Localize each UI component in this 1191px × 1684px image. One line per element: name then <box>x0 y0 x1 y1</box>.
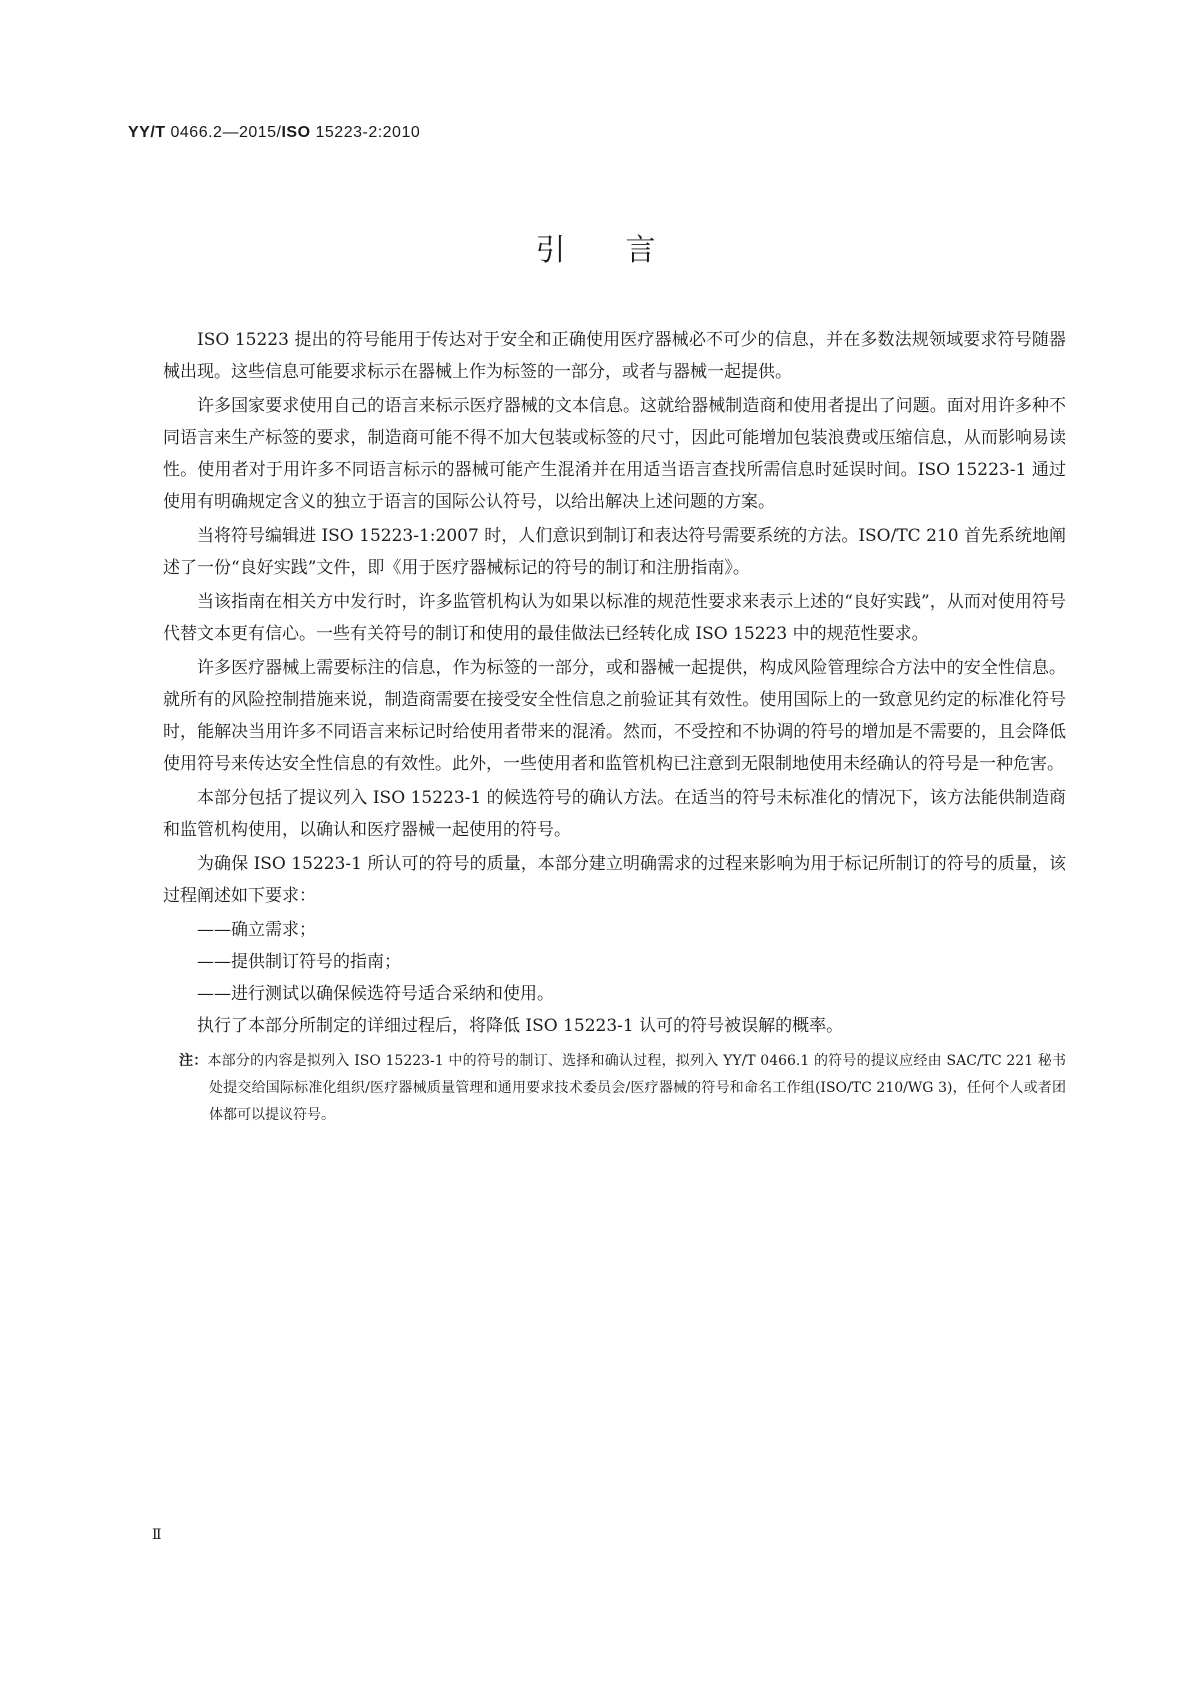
note-label: 注： <box>179 1053 208 1069</box>
list-item-1: ——确立需求； <box>197 920 316 940</box>
paragraph-3: 当将符号编辑进 ISO 15223-1:2007 时，人们意识到制订和表达符号需要系统的方法。ISO/TC 210 首先系统地阐述了一份“良好实践”文件，即《用于医疗器械标记的符号的制订和注册指南》。 <box>163 526 1066 578</box>
note-text: 本部分的内容是拟列入 ISO 15223-1 中的符号的制订、选择和确认过程，拟列入 YY/T 0466.1 的符号的提议应经由 SAC/TC 221 秘书处提交给国际标准化组织/医疗器械质量管理和通用要求技术委员会/医疗器械的符号和命名工作组(ISO/TC 210/WG 3)，任何个人或者团体都可以提议符号。 <box>207 1053 1067 1123</box>
paragraph-1: ISO 15223 提出的符号能用于传达对于安全和正确使用医疗器械必不可少的信息，并在多数法规领域要求符号随器械出现。这些信息可能要求标示在器械上作为标签的一部分，或者与器械一起提供。 <box>163 330 1066 382</box>
paragraph-4: 当该指南在相关方中发行时，许多监管机构认为如果以标准的规范性要求来表示上述的“良好实践”，从而对使用符号代替文本更有信心。一些有关符号的制订和使用的最佳做法已经转化成 ISO 15223 中的规范性要求。 <box>163 592 1066 644</box>
document-code <box>128 124 420 142</box>
list-item-2: ——提供制订符号的指南； <box>197 952 401 972</box>
code-number: 0466.2—2015/ <box>165 124 282 141</box>
page-number: Ⅱ <box>152 1527 162 1543</box>
page-title: 引言 <box>535 233 716 268</box>
list-item-3: ——进行测试以确保候选符号适合采纳和使用。 <box>197 984 554 1004</box>
paragraph-2: 许多国家要求使用自己的语言来标示医疗器械的文本信息。这就给器械制造商和使用者提出了问题。面对用许多种不同语言来生产标签的要求，制造商可能不得不加大包装或标签的尺寸，因此可能增加包装浪费或压缩信息，从而影响易读性。使用者对于用许多不同语言标示的器械可能产生混淆并在用适当语言查找所需信息时延误时间。ISO 15223-1 通过使用有明确规定含义的独立于语言的国际公认符号，以给出解决上述问题的方案。 <box>163 396 1066 512</box>
iso-prefix: ISO <box>281 124 311 141</box>
note <box>163 1048 1066 1129</box>
code-prefix: YY/T <box>128 124 166 141</box>
closing-paragraph: 执行了本部分所制定的详细过程后，将降低 ISO 15223-1 认可的符号被误解的概率。 <box>197 1016 844 1036</box>
paragraph-6: 本部分包括了提议列入 ISO 15223-1 的候选符号的确认方法。在适当的符号未标准化的情况下，该方法能供制造商和监管机构使用，以确认和医疗器械一起使用的符号。 <box>163 788 1066 840</box>
body-content <box>163 324 1066 1129</box>
iso-number: 15223-2:2010 <box>310 124 421 141</box>
paragraph-5: 许多医疗器械上需要标注的信息，作为标签的一部分，或和器械一起提供，构成风险管理综合方法中的安全性信息。就所有的风险控制措施来说，制造商需要在接受安全性信息之前验证其有效性。使用国际上的一致意见约定的标准化符号时，能解决当用许多不同语言来标记时给使用者带来的混淆。然而，不受控和不协调的符号的增加是不需要的，且会降低使用符号来传达安全性信息的有效性。此外，一些使用者和监管机构已注意到无限制地使用未经确认的符号是一种危害。 <box>163 658 1066 774</box>
paragraph-7: 为确保 ISO 15223-1 所认可的符号的质量，本部分建立明确需求的过程来影响为用于标记所制订的符号的质量，该过程阐述如下要求： <box>163 854 1066 906</box>
